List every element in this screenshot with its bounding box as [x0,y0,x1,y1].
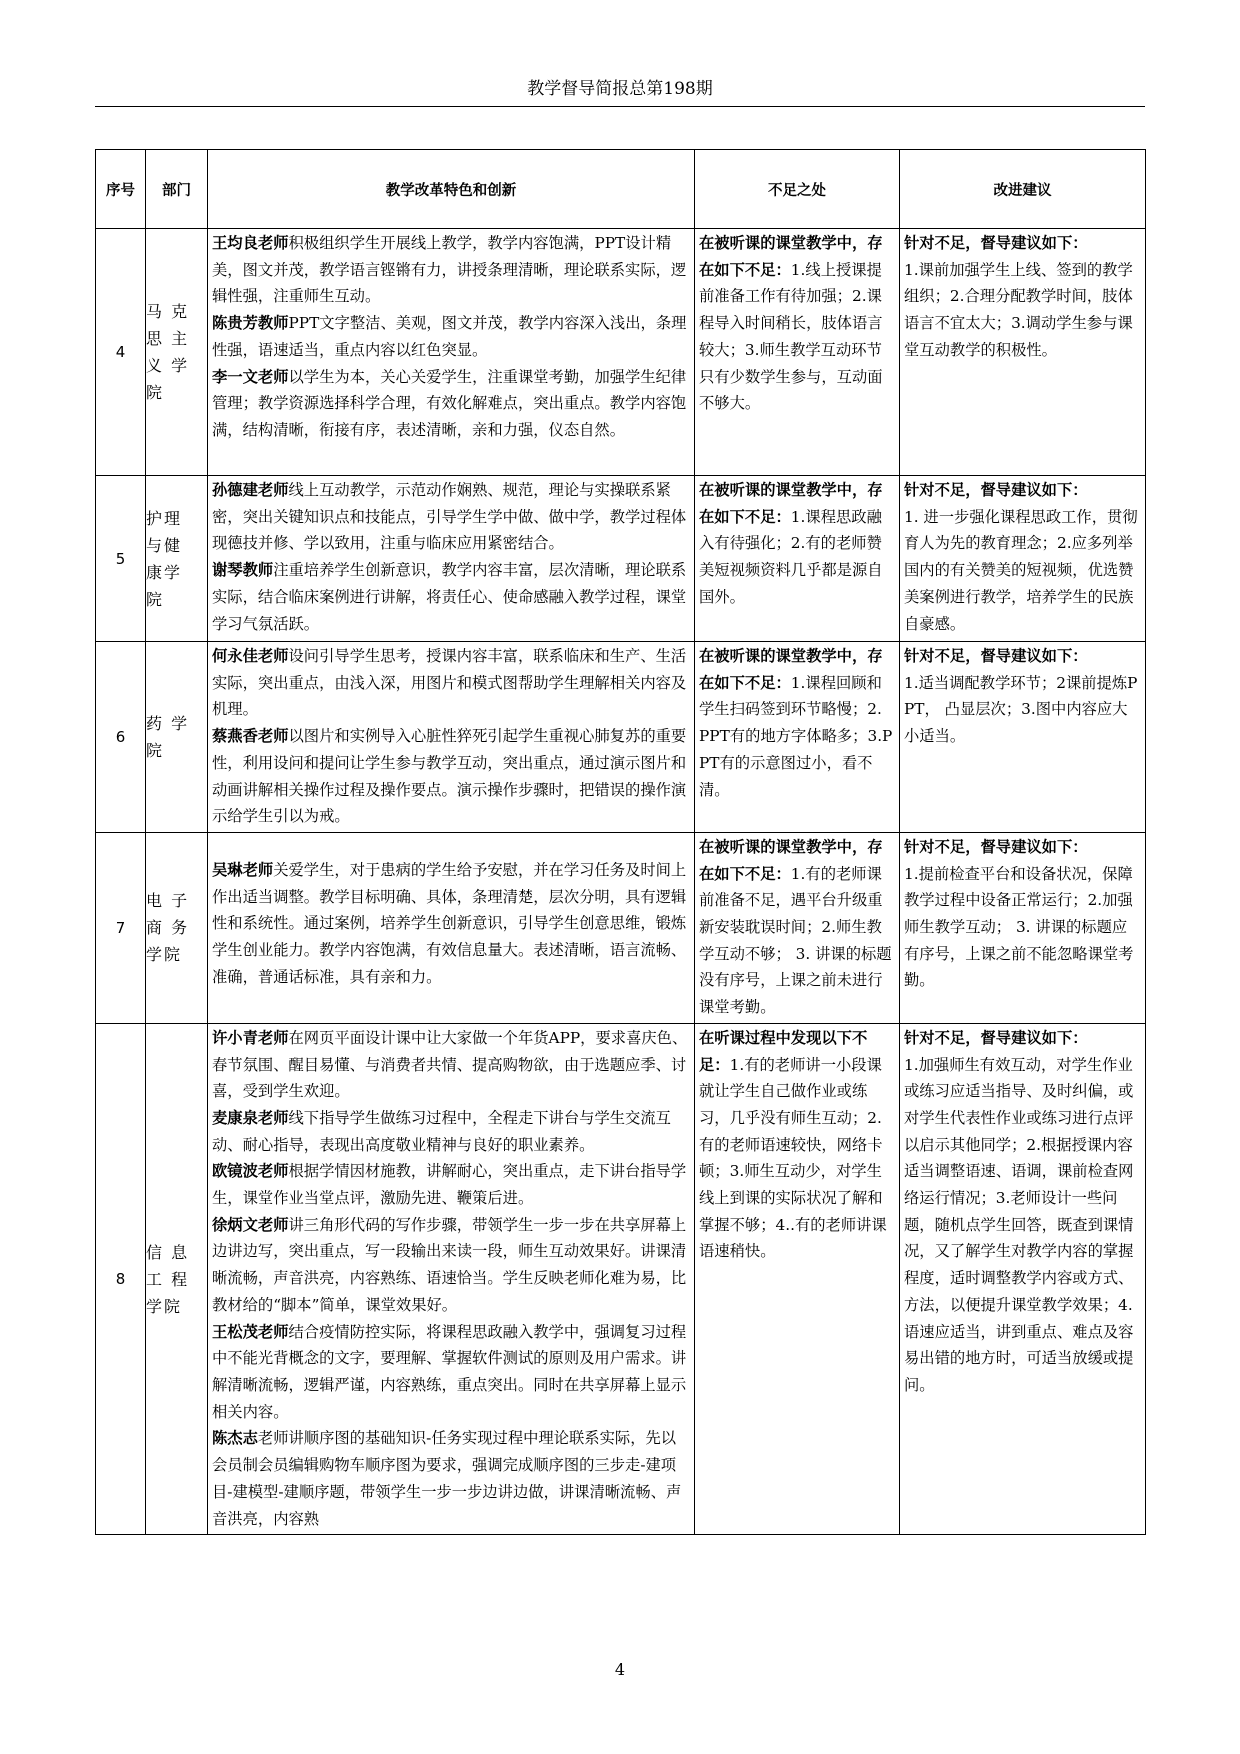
row-features [208,476,695,642]
features-text [208,476,694,639]
weakness-lead: 在被听课的课堂教学中，存在如下不足： [699,837,883,883]
row-number: 4 [96,229,146,476]
row-number: 7 [96,832,146,1023]
features-text [208,833,694,993]
teacher-comment: 讲三角形代码的写作步骤，带领学生一步一步在共享屏幕上边讲边写，突出重点，写一段输出来读一段，师生互动效果好。讲课清晰流畅，声音洪亮，内容熟练、语速恰当。学生反映老师化难为易，比教材给的“脚本”简单，课堂效果好。 [212,1215,687,1314]
teacher-comment: 关爱学生，对于患病的学生给予安慰，并在学习任务及时间上作出适当调整。教学目标明确、具体，条理清楚，层次分明，具有逻辑性和系统性。通过案例，培养学生创新意识，引导学生创意思维，锻炼学生创业能力。教学内容饱满，有效信息量大。表述清晰，语言流畅、准确，普通话标准，具有亲和力。 [212,860,687,986]
row-features [208,832,695,1023]
weakness-detail: 1.课程回顾和学生扫码签到环节略慢；2. PPT有的地方字体略多；3.PPT有的示意图过小，看不清。 [699,673,893,799]
weaknesses-text [695,1024,899,1267]
suggestion-detail: 1.提前检查平台和设备状况，保障教学过程中设备正常运行；2.加强师生教学互动； 3. 讲课的标题应有序号，上课之前不能忽略课堂考勤。 [904,864,1134,990]
weakness-detail: 1.线上授课提前准备工作有待加强；2.课程导入时间稍长，肢体语言较大；3.师生教学互动环节只有少数学生参与，互动面不够大。 [699,260,883,413]
suggestions-text [900,229,1145,366]
teacher-comment: 老师讲顺序图的基础知识-任务实现过程中理论联系实际，先以会员制会员编辑购物车顺序图为要求，强调完成顺序图的三步走-建项目-建模型-建顺序题，带领学生一步一步边讲边做，讲课清晰流畅、声音洪亮，内容熟 [212,1429,682,1528]
row-suggestions [900,229,1146,476]
row-department: 信 息 工 程 学院 [146,1023,208,1534]
weakness-lead: 在听课过程中发现以下不足： [699,1028,868,1074]
teacher-comment: 积极组织学生开展线上教学，教学内容饱满，PPT设计精美，图文并茂，教学语言铿锵有力，讲授条理清晰，理论联系实际，逻辑性强，注重师生互动。 [212,234,687,306]
table-row [96,476,1146,642]
row-department: 药 学 院 [146,642,208,833]
row-weaknesses [695,476,900,642]
features-text [208,229,694,446]
suggestion-detail: 1.课前加强学生上线、签到的教学组织；2.合理分配教学时间，肢体语言不宜太大；3.调动学生参与课堂互动教学的积极性。 [904,260,1133,359]
row-suggestions [900,476,1146,642]
table-row [96,1023,1146,1534]
page-number: 4 [614,1660,626,1679]
teacher-name: 王松茂老师 [212,1322,289,1341]
teacher-name: 蔡燕香老师 [212,727,289,746]
column-header-weaknesses: 不足之处 [695,150,900,229]
supervision-table [95,149,1146,1535]
teacher-name: 陈贵芳教师 [212,314,289,333]
row-department: 护理 与健 康学 院 [146,476,208,642]
teacher-comment: 线下指导学生做练习过程中，全程走下讲台与学生交流互动、耐心指导，表现出高度敬业精神与良好的职业素养。 [212,1108,671,1154]
teacher-name: 谢琴教师 [212,561,274,580]
row-features [208,1023,695,1534]
suggestion-detail: 1.适当调配教学环节；2课前提炼PPT， 凸显层次；3.图中内容应大小适当。 [904,673,1138,746]
row-department: 马 克 思 主 义 学 院 [146,229,208,476]
weaknesses-text [695,642,899,805]
row-suggestions [900,642,1146,833]
column-header-no: 序号 [96,150,146,229]
row-department: 电 子 商 务 学院 [146,832,208,1023]
teacher-name: 欧镜波老师 [212,1162,289,1181]
weaknesses-text [695,476,899,613]
teacher-comment: 在网页平面设计课中让大家做一个年货APP，要求喜庆色、春节氛围、醒目易懂、与消费者共情、提高购物欲，由于选题应季、讨喜，受到学生欢迎。 [212,1028,688,1101]
teacher-comment: 根据学情因材施教，讲解耐心，突出重点，走下讲台指导学生，课堂作业当堂点评，激励先进、鞭策后进。 [212,1162,687,1208]
suggestion-lead: 针对不足，督导建议如下： [904,1028,1088,1047]
teacher-name: 麦康泉老师 [212,1108,289,1127]
row-suggestions [900,832,1146,1023]
row-number: 5 [96,476,146,642]
row-features [208,229,695,476]
header-rule [95,106,1145,107]
features-text [208,1024,694,1534]
row-features [208,642,695,833]
weakness-lead: 在被听课的课堂教学中，存在如下不足： [699,481,883,526]
suggestions-text [900,642,1145,752]
weakness-detail: 1.有的老师讲一小段课就让学生自己做作业或练习，几乎没有师生互动；2.有的老师语速较快，网络卡顿；3.师生互动少，对学生线上到课的实际状况了解和掌握不够；4..有的老师讲课语速稍快。 [699,1055,887,1261]
teacher-comment: 结合疫情防控实际，将课程思政融入教学中，强调复习过程中不能光背概念的文字，要理解、掌握软件测试的原则及用户需求。讲解清晰流畅，逻辑严谨，内容熟练，重点突出。同时在共享屏幕上显示相关内容。 [212,1322,687,1421]
suggestions-text [900,1024,1145,1401]
row-weaknesses [695,832,900,1023]
suggestions-text [900,833,1145,996]
table-row [96,642,1146,833]
suggestions-text [900,476,1145,639]
suggestion-lead: 针对不足，督导建议如下： [904,837,1088,856]
table-row [96,229,1146,476]
teacher-name: 徐炳文老师 [212,1215,289,1234]
table-row [96,832,1146,1023]
row-suggestions [900,1023,1146,1534]
row-number: 6 [96,642,146,833]
teacher-comment: 设问引导学生思考，授课内容丰富，联系临床和生产、生活实际，突出重点，由浅入深，用图片和模式图帮助学生理解相关内容及机理。 [212,647,687,719]
row-number: 8 [96,1023,146,1534]
weakness-detail: 1.有的老师课前准备不足，遇平台升级重新安装耽误时间；2.师生教学互动不够； 3. 讲课的标题没有序号，上课之前未进行课堂考勤。 [699,864,892,1017]
teacher-name: 孙德建老师 [212,481,289,499]
teacher-name: 吴琳老师 [212,860,274,879]
weakness-lead: 在被听课的课堂教学中，存在如下不足： [699,647,883,692]
suggestion-detail: 1.加强师生有效互动，对学生作业或练习应适当指导、及时纠偏，或对学生代表性作业或练习进行点评以启示其他同学；2.根据授课内容适当调整语速、语调，课前检查网络运行情况；3.老师设计一些问题，随机点学生回答，既查到课情况，又了解学生对教学内容的掌握程度，适时调整教学内容或方式、方法，以便提升课堂教学效果；4.语速应适当，讲到重点、难点及容易出错的地方时，可适当放缓或提问。 [904,1055,1134,1394]
teacher-comment: 注重培养学生创新意识，教学内容丰富，层次清晰，理论联系实际，结合临床案例进行讲解，将责任心、使命感融入教学过程，课堂学习气氛活跃。 [212,561,687,633]
features-text [208,642,694,832]
weakness-detail: 1.课程思政融入有待强化；2.有的老师赞美短视频资料几乎都是源自国外。 [699,507,883,606]
column-header-dept: 部门 [146,150,208,229]
teacher-comment: 以学生为本，关心关爱学生，注重课堂考勤，加强学生纪律管理；教学资源选择科学合理，有效化解难点，突出重点。教学内容饱满，结构清晰，衔接有序，表述清晰，亲和力强，仪态自然。 [212,367,687,439]
row-weaknesses [695,1023,900,1534]
row-weaknesses [695,229,900,476]
teacher-name: 王均良老师 [212,234,289,252]
teacher-comment: 以图片和实例导入心脏性猝死引起学生重视心肺复苏的重要性，利用设问和提问让学生参与教学互动，突出重点，通过演示图片和动画讲解相关操作过程及操作要点。演示操作步骤时，把错误的操作演示给学生引以为戒。 [212,727,687,826]
suggestion-lead: 针对不足，督导建议如下： [904,234,1088,252]
row-weaknesses [695,642,900,833]
teacher-comment: 线上互动教学，示范动作娴熟、规范，理论与实操联系紧密，突出关键知识点和技能点，引导学生学中做、做中学，教学过程体现德技并修、学以致用，注重与临床应用紧密结合。 [212,481,687,553]
teacher-name: 何永佳老师 [212,647,289,665]
teacher-comment: PPT文字整洁、美观，图文并茂，教学内容深入浅出，条理性强，语速适当，重点内容以红色突显。 [212,314,687,359]
page-header-title: 教学督导简报总第198期 [527,79,713,99]
weaknesses-text [695,833,899,1023]
weaknesses-text [695,229,899,419]
column-header-suggestions: 改进建议 [900,150,1146,229]
teacher-name: 李一文老师 [212,367,289,386]
suggestion-lead: 针对不足，督导建议如下： [904,647,1088,665]
weakness-lead: 在被听课的课堂教学中，存在如下不足： [699,234,883,279]
teacher-name: 许小青老师 [212,1028,289,1047]
suggestion-lead: 针对不足，督导建议如下： [904,481,1088,499]
teacher-name: 陈杰志 [212,1429,258,1448]
suggestion-detail: 1. 进一步强化课程思政工作，贯彻育人为先的教育理念；2.应多列举国内的有关赞美的短视频，优选赞美案例进行教学，培养学生的民族自豪感。 [904,507,1138,633]
table-header-row [96,150,1146,229]
column-header-features: 教学改革特色和创新 [208,150,695,229]
